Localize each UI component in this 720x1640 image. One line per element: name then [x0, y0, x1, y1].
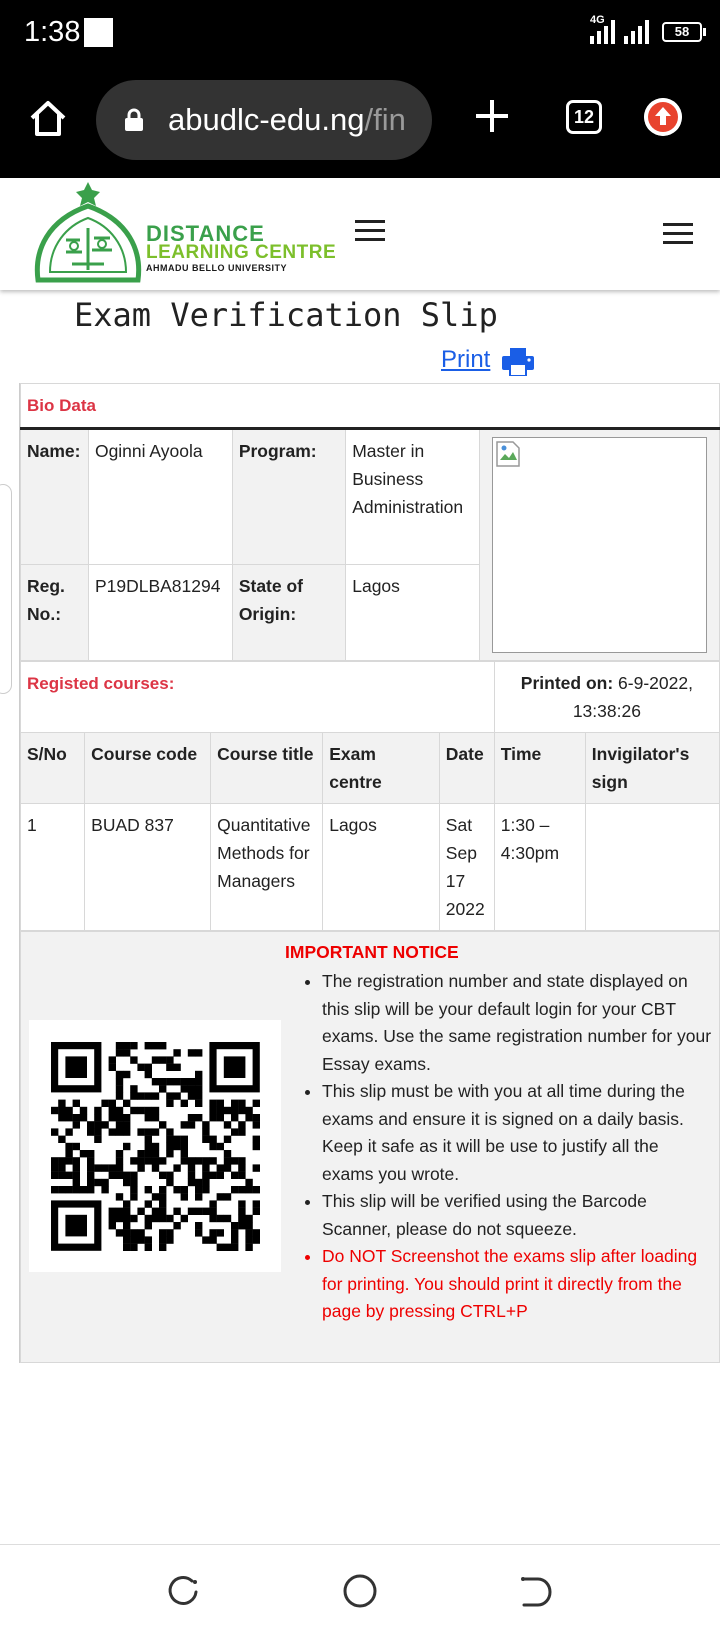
address-bar[interactable]	[96, 80, 432, 160]
notice-list	[302, 968, 712, 1326]
recent-apps-icon[interactable]	[166, 1575, 200, 1609]
col-time: Time	[494, 733, 585, 804]
col-course-code: Course code	[85, 733, 211, 804]
url-text	[168, 102, 406, 138]
browser-toolbar	[0, 68, 720, 178]
lock-icon	[124, 108, 144, 132]
menu-icon[interactable]	[355, 220, 385, 242]
program-label: Program:	[232, 429, 345, 565]
home-nav-icon[interactable]	[342, 1573, 378, 1609]
update-icon[interactable]	[644, 98, 682, 136]
menu-icon-right[interactable]	[663, 223, 693, 245]
print-link[interactable]: Print	[441, 346, 491, 373]
bio-data-header	[21, 384, 720, 429]
reg-value: P19DLBA81294	[88, 565, 232, 661]
exam-slip	[19, 383, 720, 1363]
qr-code	[29, 1020, 281, 1272]
courses-table	[20, 661, 720, 931]
printed-on-cell	[494, 662, 719, 733]
courses-header-row	[21, 733, 720, 804]
notice-item-warning: • Do NOT Screenshot the exams slip after loading for printing. You should print it directly from the page by pressing CTRL+P	[322, 1243, 712, 1326]
row-sno: 1	[21, 804, 85, 931]
page-title: Exam Verification Slip	[74, 296, 498, 334]
status-time: 1:38	[24, 16, 81, 48]
row-exam-centre: Lagos	[323, 804, 440, 931]
signal-icon-2	[624, 20, 654, 44]
system-nav-bar	[0, 1544, 720, 1640]
signal-icon	[590, 20, 616, 44]
network-type: 4G	[590, 14, 605, 26]
url-path: /fin	[364, 102, 406, 137]
col-date: Date	[439, 733, 494, 804]
photo-cell	[479, 429, 719, 661]
abu-logo-icon	[30, 180, 146, 286]
row-course-code: BUAD 837	[85, 804, 211, 931]
notification-icon	[84, 18, 113, 47]
name-label: Name:	[21, 429, 89, 565]
broken-image-icon	[495, 440, 521, 468]
notice-title: IMPORTANT NOTICE	[285, 942, 459, 962]
status-bar	[0, 0, 720, 68]
notice-item: • This slip must be with you at all time during the exams and ensure it is signed on a daily basis. Keep it safe as it will be use to justify all the exams you wrote.	[322, 1078, 712, 1188]
col-invigilator-sign: Invigilator's sign	[585, 733, 719, 804]
notice-item: • This slip will be verified using the Barcode Scanner, please do not squeeze.	[322, 1188, 712, 1243]
program-value: Master in Business Administration	[346, 429, 480, 565]
new-tab-icon[interactable]	[474, 98, 510, 134]
state-value: Lagos	[346, 565, 480, 661]
registered-courses-header	[21, 662, 495, 733]
col-exam-centre: Exam centre	[323, 733, 440, 804]
state-label: State of Origin:	[232, 565, 345, 661]
col-sno: S/No	[21, 733, 85, 804]
back-icon[interactable]	[518, 1575, 552, 1609]
row-date: Sat Sep 17 2022	[439, 804, 494, 931]
row-invigilator-sign	[585, 804, 719, 931]
reg-label: Reg. No.:	[21, 565, 89, 661]
site-header	[0, 178, 720, 290]
notice-section	[20, 931, 720, 1363]
row-course-title: Quantitative Methods for Managers	[211, 804, 323, 931]
url-domain: abudlc-edu.ng	[168, 102, 365, 137]
bio-table	[20, 383, 720, 661]
logo-text	[146, 221, 337, 274]
col-course-title: Course title	[211, 733, 323, 804]
printer-icon[interactable]	[502, 348, 534, 376]
name-value: Oginni Ayoola	[88, 429, 232, 565]
logo-line3: AHMADU BELLO UNIVERSITY	[146, 263, 288, 273]
passport-photo	[492, 437, 707, 653]
printed-on-label: Printed on:	[520, 673, 614, 693]
home-icon[interactable]	[28, 98, 68, 138]
logo-line1: DISTANCE	[146, 221, 265, 246]
printed-on-value: 6-9-2022, 13:38:26	[572, 673, 693, 721]
battery-icon: 58	[662, 22, 702, 42]
table-row	[21, 804, 720, 931]
tab-switcher-button[interactable]: 12	[566, 100, 602, 134]
logo-line2: LEARNING CENTRE	[146, 242, 337, 263]
registered-courses-label: Registed courses:	[27, 674, 175, 693]
scroll-edge-handle	[0, 484, 12, 694]
notice-item: • The registration number and state displayed on this slip will be your default login for your CBT exams. Use the same registration number for your Essay exams.	[322, 968, 712, 1078]
row-time: 1:30 – 4:30pm	[494, 804, 585, 931]
bio-data-label: Bio Data	[27, 396, 96, 415]
